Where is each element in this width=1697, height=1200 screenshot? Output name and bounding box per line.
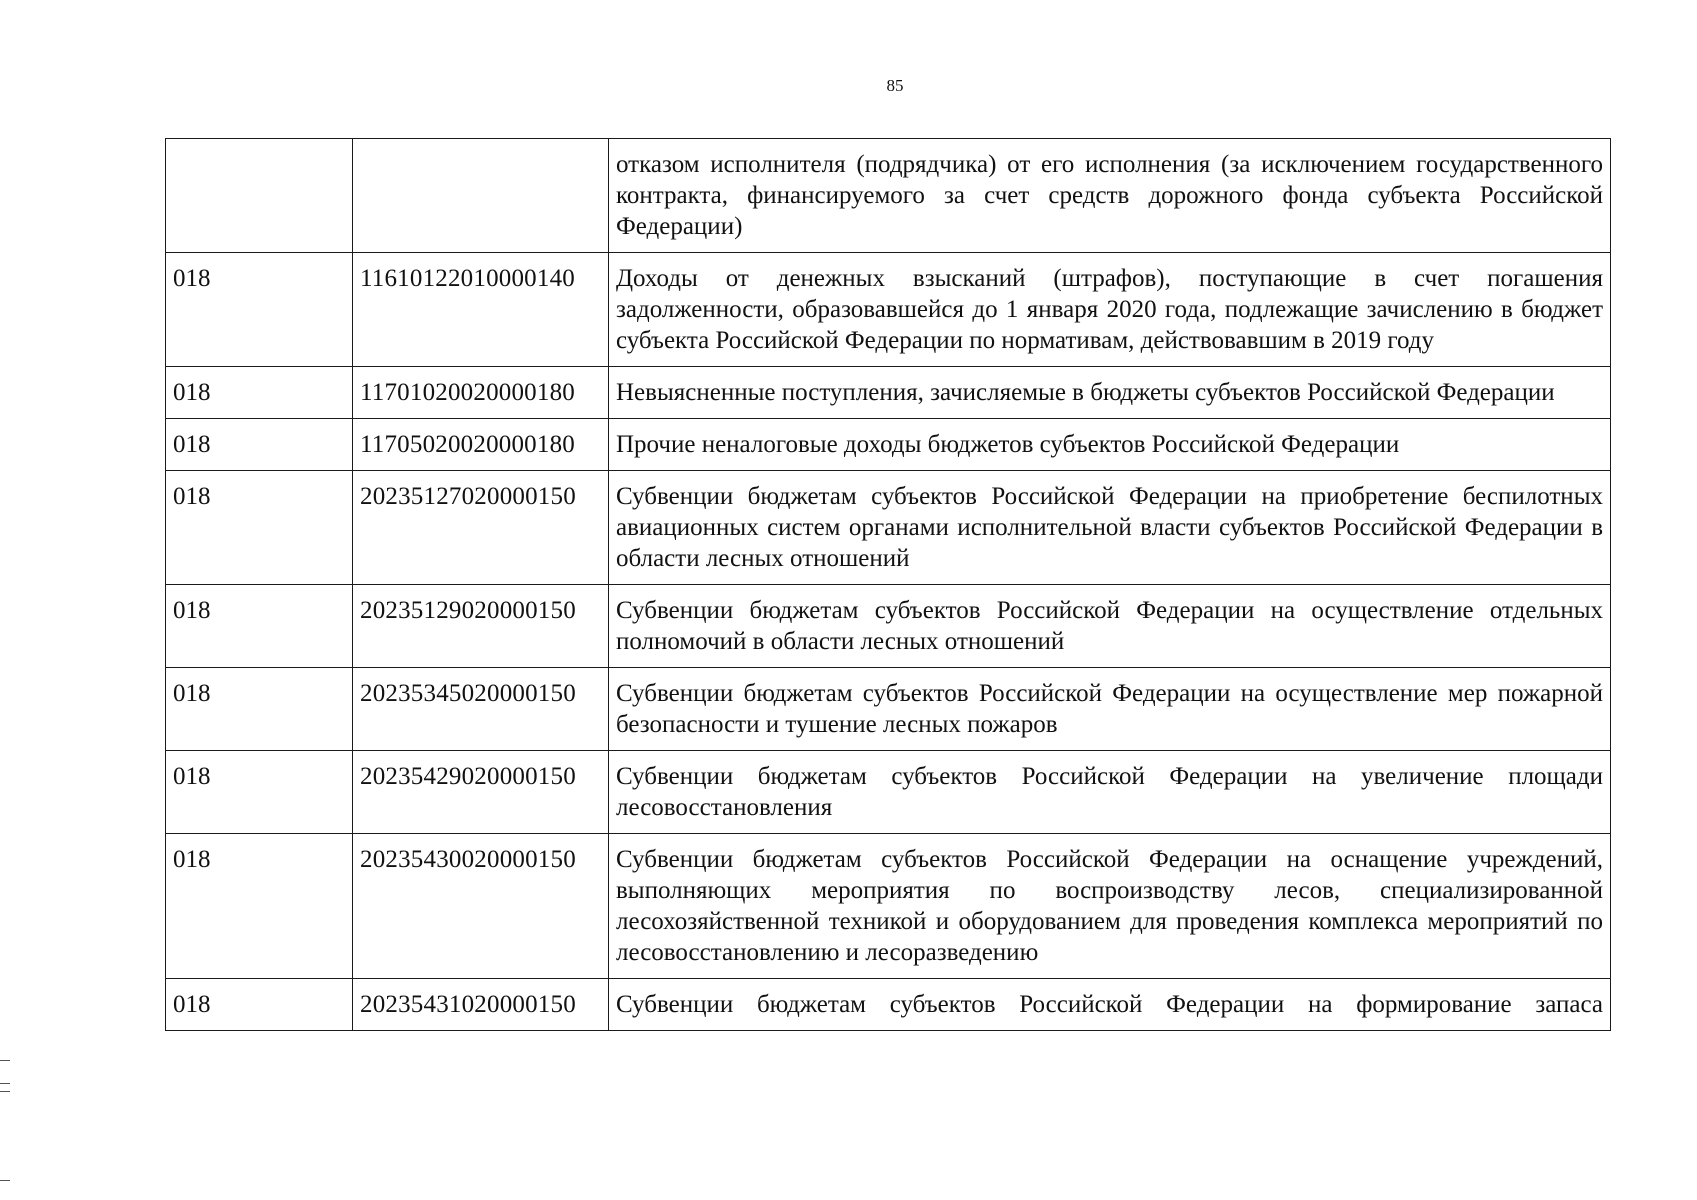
- table-row: [166, 419, 1611, 471]
- description-cell: Доходы от денежных взысканий (штрафов), поступающие в счет погашения задолженности, образовавшейся до 1 января 2020 года, подлежащие зачислению в бюджет субъекта Российской Федерации по нормативам, действовавшим в 2019 году: [609, 253, 1611, 367]
- revenue-code-cell: 11610122010000140: [353, 253, 609, 367]
- admin-code-cell: 018: [166, 751, 353, 834]
- revenue-code-cell: 20235431020000150: [353, 979, 609, 1031]
- scan-margin-mark: [0, 1091, 10, 1092]
- description-cell: Прочие неналоговые доходы бюджетов субъектов Российской Федерации: [609, 419, 1611, 471]
- admin-code-cell: 018: [166, 834, 353, 979]
- page-number: 85: [886, 76, 904, 95]
- table-row: [166, 834, 1611, 979]
- admin-code-cell: 018: [166, 979, 353, 1031]
- description-cell: Субвенции бюджетам субъектов Российской Федерации на осуществление мер пожарной безопасности и тушение лесных пожаров: [609, 668, 1611, 751]
- revenue-code-cell: 20235345020000150: [353, 668, 609, 751]
- admin-code-cell: 018: [166, 419, 353, 471]
- admin-code-cell: 018: [166, 253, 353, 367]
- table-row: [166, 751, 1611, 834]
- scan-margin-mark: [0, 1060, 10, 1061]
- revenue-code-cell: 20235430020000150: [353, 834, 609, 979]
- table-row: [166, 471, 1611, 585]
- revenue-code-cell: [353, 139, 609, 253]
- description-cell: отказом исполнителя (подрядчика) от его исполнения (за исключением государственного контракта, финансируемого за счет средств дорожного фонда субъекта Российской Федерации): [609, 139, 1611, 253]
- admin-code-cell: [166, 139, 353, 253]
- revenue-code-cell: 20235429020000150: [353, 751, 609, 834]
- admin-code-cell: 018: [166, 367, 353, 419]
- revenue-code-cell: 11701020020000180: [353, 367, 609, 419]
- table-row: [166, 139, 1611, 253]
- admin-code-cell: 018: [166, 585, 353, 668]
- revenue-code-cell: 20235127020000150: [353, 471, 609, 585]
- scan-margin-mark: [0, 1083, 10, 1084]
- description-cell: Субвенции бюджетам субъектов Российской Федерации на увеличение площади лесовосстановления: [609, 751, 1611, 834]
- revenue-code-cell: 11705020020000180: [353, 419, 609, 471]
- description-cell: Субвенции бюджетам субъектов Российской Федерации на приобретение беспилотных авиационных систем органами исполнительной власти субъектов Российской Федерации в области лесных отношений: [609, 471, 1611, 585]
- scan-margin-mark: [0, 1180, 10, 1181]
- admin-code-cell: 018: [166, 471, 353, 585]
- table-row: [166, 367, 1611, 419]
- revenue-code-cell: 20235129020000150: [353, 585, 609, 668]
- description-cell: Субвенции бюджетам субъектов Российской Федерации на оснащение учреждений, выполняющих мероприятия по воспроизводству лесов, специализированной лесохозяйственной техникой и оборудованием для проведения комплекса мероприятий по лесовосстановлению и лесоразведению: [609, 834, 1611, 979]
- table-row: [166, 668, 1611, 751]
- description-cell: Невыясненные поступления, зачисляемые в бюджеты субъектов Российской Федерации: [609, 367, 1611, 419]
- description-cell: Субвенции бюджетам субъектов Российской Федерации на осуществление отдельных полномочий в области лесных отношений: [609, 585, 1611, 668]
- revenue-codes-table: [165, 138, 1611, 1031]
- table-row: [166, 253, 1611, 367]
- table-row: [166, 979, 1611, 1031]
- table-row: [166, 585, 1611, 668]
- description-cell: Субвенции бюджетам субъектов Российской Федерации на формирование запаса: [609, 979, 1611, 1031]
- admin-code-cell: 018: [166, 668, 353, 751]
